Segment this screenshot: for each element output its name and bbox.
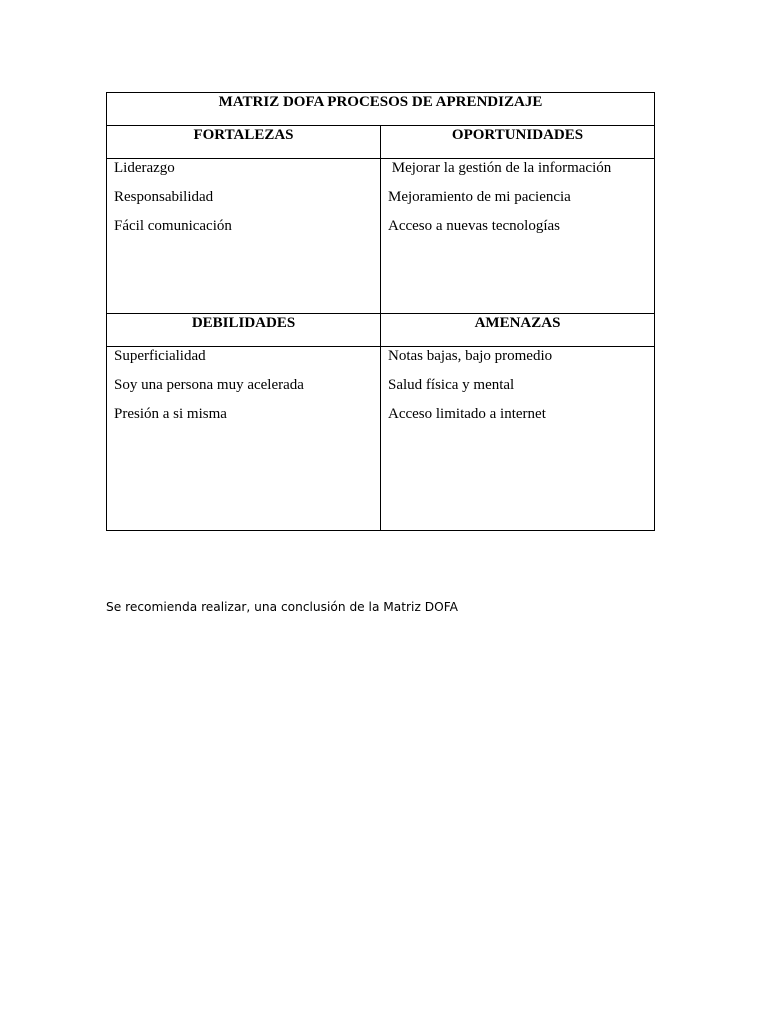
dofa-matrix-table	[106, 92, 655, 531]
list-item: Liderazgo	[114, 160, 175, 176]
debilidades-list	[107, 348, 380, 422]
fortalezas-heading: FORTALEZAS	[193, 127, 294, 143]
list-item: Notas bajas, bajo promedio	[388, 348, 553, 364]
oportunidades-heading: OPORTUNIDADES	[451, 127, 584, 143]
fortalezas-header	[107, 126, 381, 159]
list-item: Acceso limitado a internet	[388, 406, 546, 422]
fortalezas-list	[107, 160, 380, 234]
list-item: Salud física y mental	[388, 377, 515, 393]
fortalezas-cell	[107, 159, 381, 314]
debilidades-header	[107, 314, 381, 347]
list-item: Mejorar la gestión de la información	[388, 160, 612, 176]
debilidades-heading: DEBILIDADES	[191, 315, 296, 331]
amenazas-header	[381, 314, 655, 347]
list-item: Soy una persona muy acelerada	[114, 377, 304, 393]
oportunidades-header	[381, 126, 655, 159]
amenazas-heading: AMENAZAS	[474, 315, 561, 331]
list-item: Superficialidad	[114, 348, 206, 364]
oportunidades-list	[381, 160, 654, 234]
amenazas-cell	[381, 347, 655, 531]
oportunidades-cell	[381, 159, 655, 314]
matrix-title: MATRIZ DOFA PROCESOS DE APRENDIZAJE	[218, 94, 543, 110]
list-item: Presión a si misma	[114, 406, 227, 422]
list-item: Acceso a nuevas tecnologías	[388, 218, 561, 234]
list-item: Mejoramiento de mi paciencia	[388, 189, 571, 205]
debilidades-cell	[107, 347, 381, 531]
amenazas-list	[381, 348, 654, 422]
list-item: Fácil comunicación	[114, 218, 232, 234]
matrix-title-cell	[107, 93, 655, 126]
recommendation-note: Se recomienda realizar, una conclusión de la Matriz DOFA	[106, 600, 458, 614]
list-item: Responsabilidad	[114, 189, 214, 205]
